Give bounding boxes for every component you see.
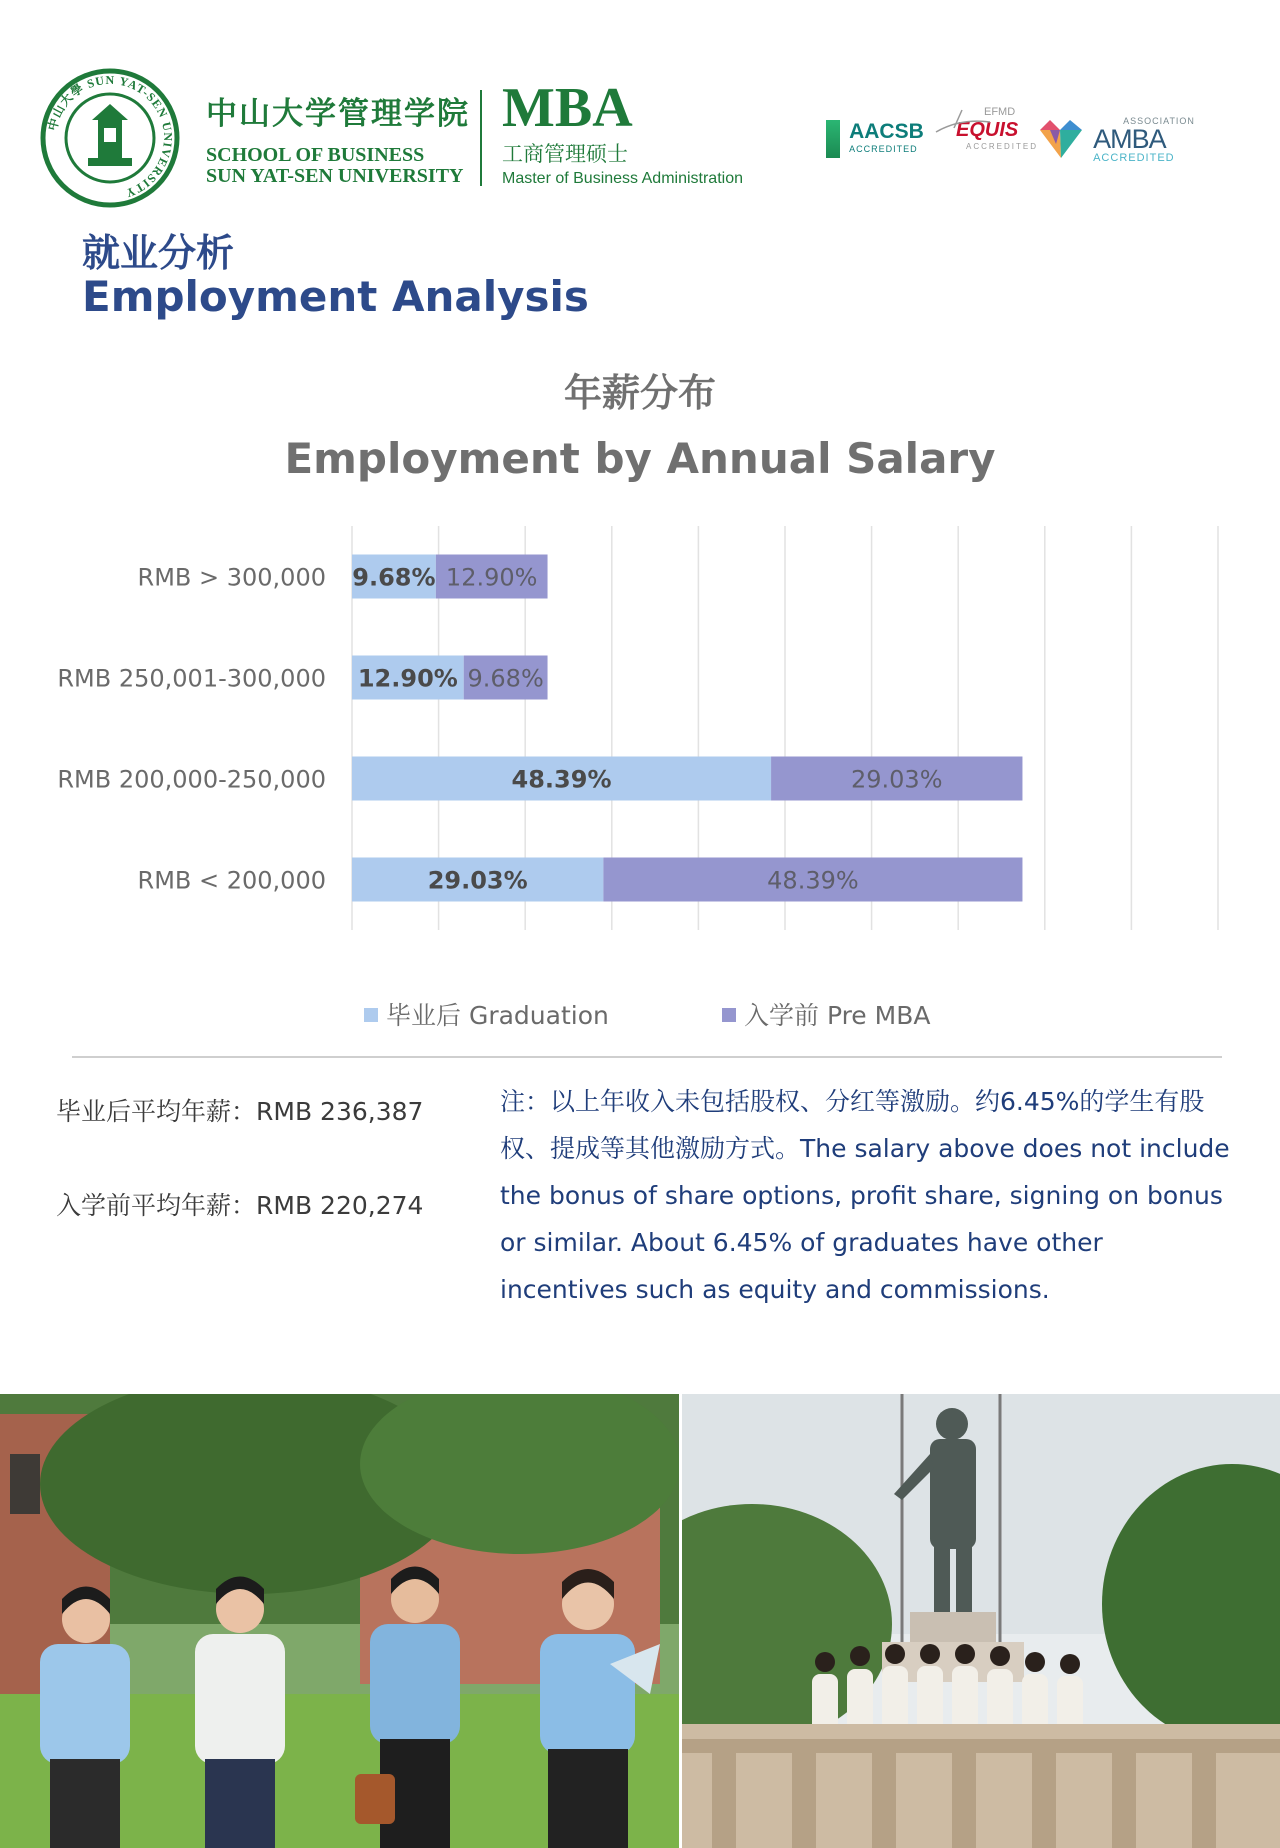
equis-logo (932, 106, 1038, 151)
section-title-en: Employment Analysis (82, 272, 589, 321)
data-label-pre-mba: 9.68% (467, 664, 544, 693)
salary-bar-chart (0, 510, 1280, 970)
category-label: RMB < 200,000 (137, 866, 326, 895)
chart-title-cn: 年薪分布 (563, 371, 716, 415)
seal-text: 中山大學 SUN YAT-SEN UNIVERSITY (45, 72, 176, 201)
category-label: RMB 250,001-300,000 (57, 664, 326, 693)
equis-swoosh-icon (932, 106, 992, 136)
data-label-graduation: 9.68% (352, 563, 436, 592)
equis-efmd: EFMD (984, 106, 1016, 118)
category-label: RMB 200,000-250,000 (57, 765, 326, 794)
mba-name-cn: 工商管理硕士 (502, 142, 628, 166)
students-campus-photo (0, 1394, 679, 1848)
school-name-block (206, 88, 470, 187)
equis-sub: ACCREDITED (966, 142, 1039, 151)
data-label-graduation: 48.39% (511, 765, 612, 794)
legend-item-pre-mba (722, 996, 930, 1032)
section-title-cn: 就业分析 (82, 231, 235, 275)
equis-name: EQUIS (956, 119, 1019, 141)
university-seal-logo (40, 68, 180, 208)
aacsb-sub: ACCREDITED (849, 144, 918, 154)
aacsb-logo (826, 120, 924, 158)
mba-logo-text: MBA (502, 77, 633, 139)
amba-name: AMBA (1093, 124, 1166, 154)
school-name-en-1: SCHOOL OF BUSINESS (206, 144, 425, 166)
aacsb-mark-icon (826, 120, 840, 158)
mba-logo-block (502, 77, 743, 188)
header-divider (480, 90, 482, 186)
mba-name-en: Master of Business Administration (502, 170, 743, 187)
amba-diamond-icon (1036, 118, 1086, 160)
data-label-pre-mba: 48.39% (767, 866, 859, 895)
legend-item-graduation (364, 996, 609, 1032)
data-label-graduation: 29.03% (427, 866, 528, 895)
category-label: RMB > 300,000 (137, 563, 326, 592)
data-label-pre-mba: 12.90% (445, 563, 538, 592)
school-name-en-2: SUN YAT-SEN UNIVERSITY (206, 165, 464, 187)
divider-line (72, 1056, 1222, 1058)
amba-logo (1036, 118, 1195, 164)
legend-label-pre-mba: 入学前 Pre MBA (744, 1001, 931, 1030)
statue-group-photo (682, 1394, 1280, 1848)
amba-association: ASSOCIATION (1123, 116, 1195, 126)
salary-note: 注：以上年收入未包括股权、分红等激励。约6.45%的学生有股权、提成等其他激励方式。The salary above does not include the bonus of share options, profit share, signing on bonus or similar. About 6.45% of graduates have other incentives such as equity and commissions. (500, 1087, 1230, 1304)
aacsb-name: AACSB (849, 120, 924, 143)
school-name-cn: 中山大学管理学院 (206, 96, 470, 132)
legend-swatch-graduation (364, 1008, 378, 1022)
legend-swatch-pre-mba (722, 1008, 736, 1022)
avg-salary-pre-mba: 入学前平均年薪：RMB 220,274 (56, 1191, 424, 1220)
avg-salary-graduation: 毕业后平均年薪：RMB 236,387 (56, 1097, 424, 1126)
chart-title-en: Employment by Annual Salary (284, 434, 996, 483)
data-label-pre-mba: 29.03% (850, 765, 943, 794)
amba-sub: ACCREDITED (1093, 152, 1175, 164)
data-label-graduation: 12.90% (357, 664, 458, 693)
legend-label-graduation: 毕业后 Graduation (386, 1001, 609, 1030)
